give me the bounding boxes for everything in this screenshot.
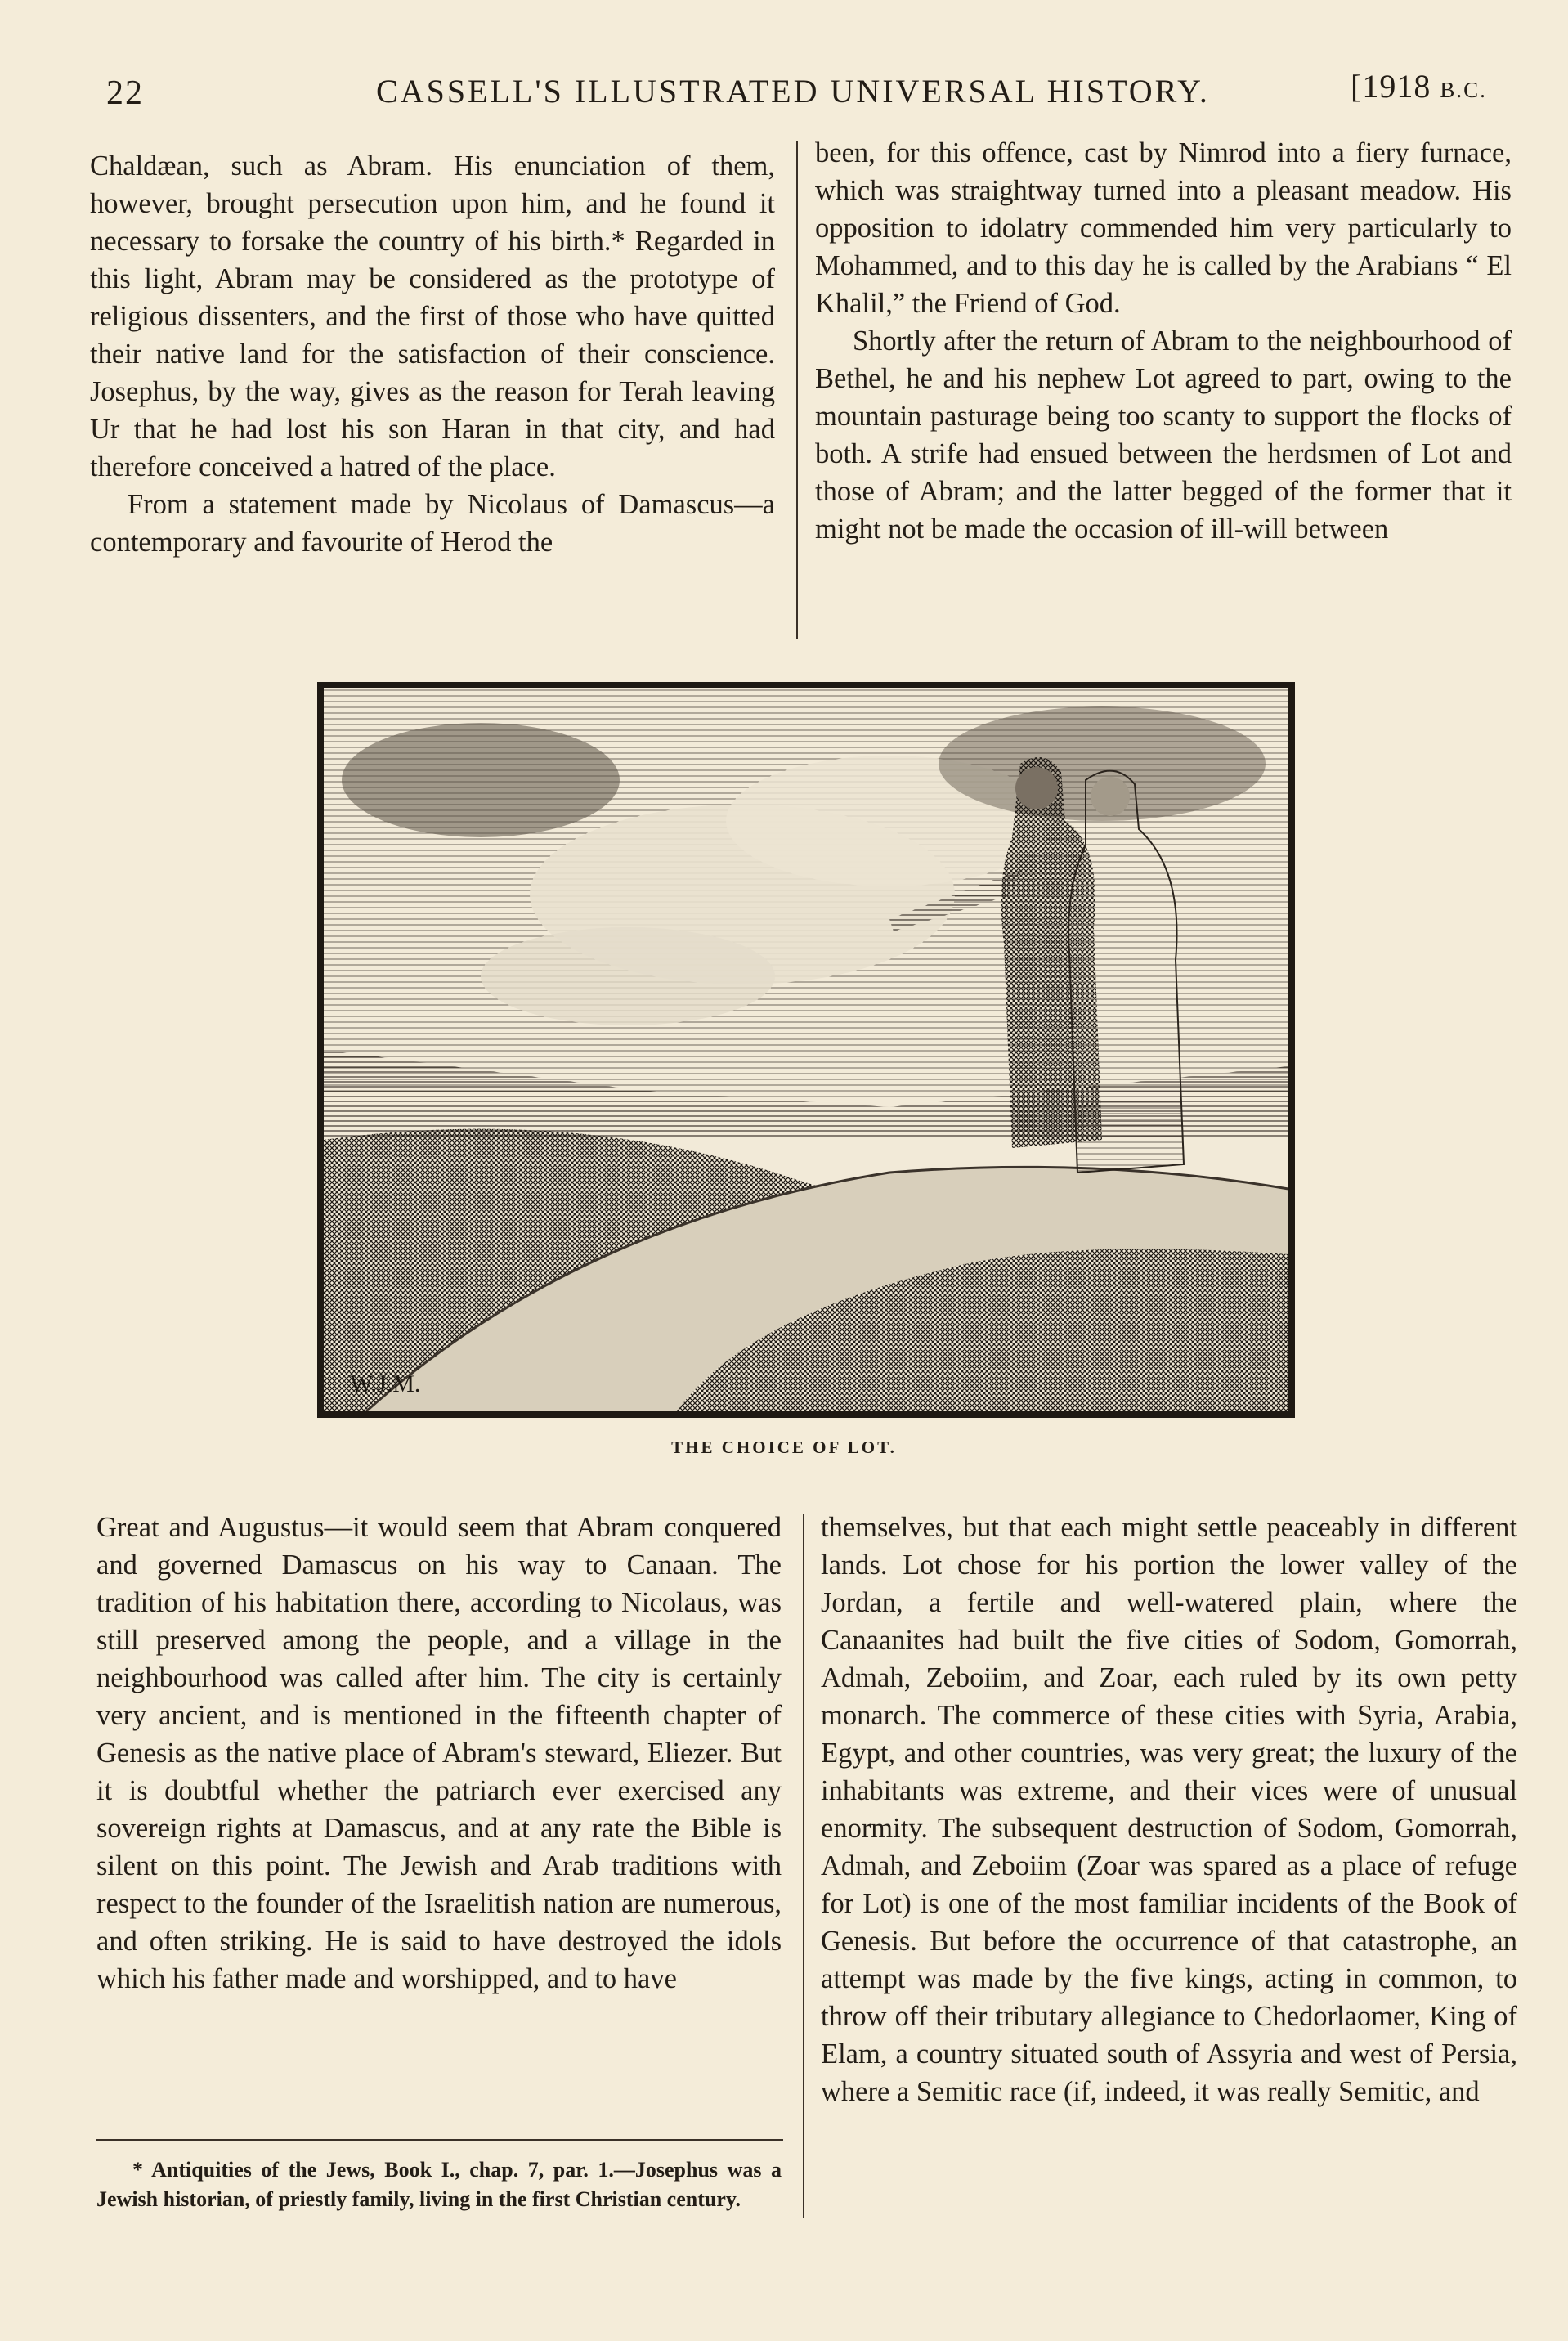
page-number: 22 xyxy=(106,74,144,112)
paragraph: themselves, but that each might settle peaceably in different lands. Lot chose for his portion the lower valley of the Jordan, a fertile and well-watered plain, where the Canaanites had built the five cities of Sodom, Gomorrah, Admah, Zeboiim, and Zoar, each ruled by its own petty monarch. The commerce of these cities with Syria, Arabia, Egypt, and other countries, was very great; the luxury of the inhabitants was extreme, and their vices were of unusual enormity. The subsequent destruction of Sodom, Gomorrah, Admah, and Zeboiim (Zoar was spared as a place of refuge for Lot) is one of the most familiar incidents of the Book of Genesis. But before the occurrence of that catastrophe, an attempt was made by the five kings, acting in common, to throw off their tributary allegiance to Chedorlaomer, King of Elam, a country situated south of Assyria and west of Persia, where a Semitic race (if, indeed, it was really Semitic, and xyxy=(821,1512,1517,2107)
footnote-text: * Antiquities of the Jews, Book I., chap. 7, par. 1.—Josephus was a Jewish historian, of priestly family, living in the first Christian century. xyxy=(96,2158,782,2211)
engraving-choice-of-lot xyxy=(317,682,1295,1418)
running-head xyxy=(0,67,1568,116)
footnote xyxy=(96,2155,782,2214)
engraving-image xyxy=(317,682,1295,1418)
illustration-caption: THE CHOICE OF LOT. xyxy=(671,1437,897,1457)
cloud-dark xyxy=(342,723,620,837)
column-divider xyxy=(803,1514,804,2218)
column-top-right xyxy=(815,134,1512,633)
date-year: [1918 xyxy=(1351,68,1431,105)
paragraph: From a statement made by Nicolaus of Damascus—a contemporary and favourite of Herod the xyxy=(90,489,775,558)
paragraph: Chaldæan, such as Abram. His enunciation of them, however, brought persecution upon him, and he found it necessary to forsake the country of his birth.* Regarded in this light, Abram may be considered as the prototype of religious dissenters, and the first of those who have quitted their native land for the satisfaction of their conscience. Josephus, by the way, gives as the reason for Terah leaving Ur that he had lost his son Haran in that city, and had therefore conceived a hatred of the place. xyxy=(90,150,775,482)
date-era: B.C. xyxy=(1440,78,1487,102)
cloud xyxy=(481,927,775,1025)
column-bottom-right xyxy=(821,1509,1517,2220)
running-title: CASSELL'S ILLUSTRATED UNIVERSAL HISTORY. xyxy=(376,73,1210,110)
paragraph: Great and Augustus—it would seem that Abram conquered and governed Damascus on his way to Canaan. The tradition of his habitation there, according to Nicolaus, was still preserved among the people, and a village in the neighbourhood was called after him. The city is certainly very ancient, and is mentioned in the fifteenth chapter of Genesis as the native place of Abram's steward, Eliezer. But it is doubtful whether the patriarch ever exercised any sovereign rights at Damascus, and at any rate the Bible is silent on this point. The Jewish and Arab traditions with respect to the founder of the Israelitish nation are numerous, and often striking. He is said to have destroyed the idols which his father made and worshipped, and to have xyxy=(96,1512,782,1994)
paragraph: been, for this offence, cast by Nimrod into a fiery furnace, which was straightway turned into a pleasant meadow. His opposition to idolatry commended him very particularly to Mohammed, and to this day he is called by the Arabians “ El Khalil,” the Friend of God. xyxy=(815,137,1512,319)
engraver-signature: W.J.M. xyxy=(350,1370,421,1397)
column-top-left xyxy=(90,147,775,638)
column-divider xyxy=(796,141,798,639)
paragraph: Shortly after the return of Abram to the neighbourhood of Bethel, he and his nephew Lot agreed to part, owing to the mountain pasturage being too scanty to support the flocks of both. A strife had ensued between the herdsmen of Lot and those of Abram; and the latter begged of the former that it might not be made the occasion of ill-will between xyxy=(815,325,1512,545)
footnote-rule xyxy=(96,2139,783,2141)
date-mark xyxy=(1351,67,1487,105)
column-bottom-left xyxy=(96,1509,782,2081)
